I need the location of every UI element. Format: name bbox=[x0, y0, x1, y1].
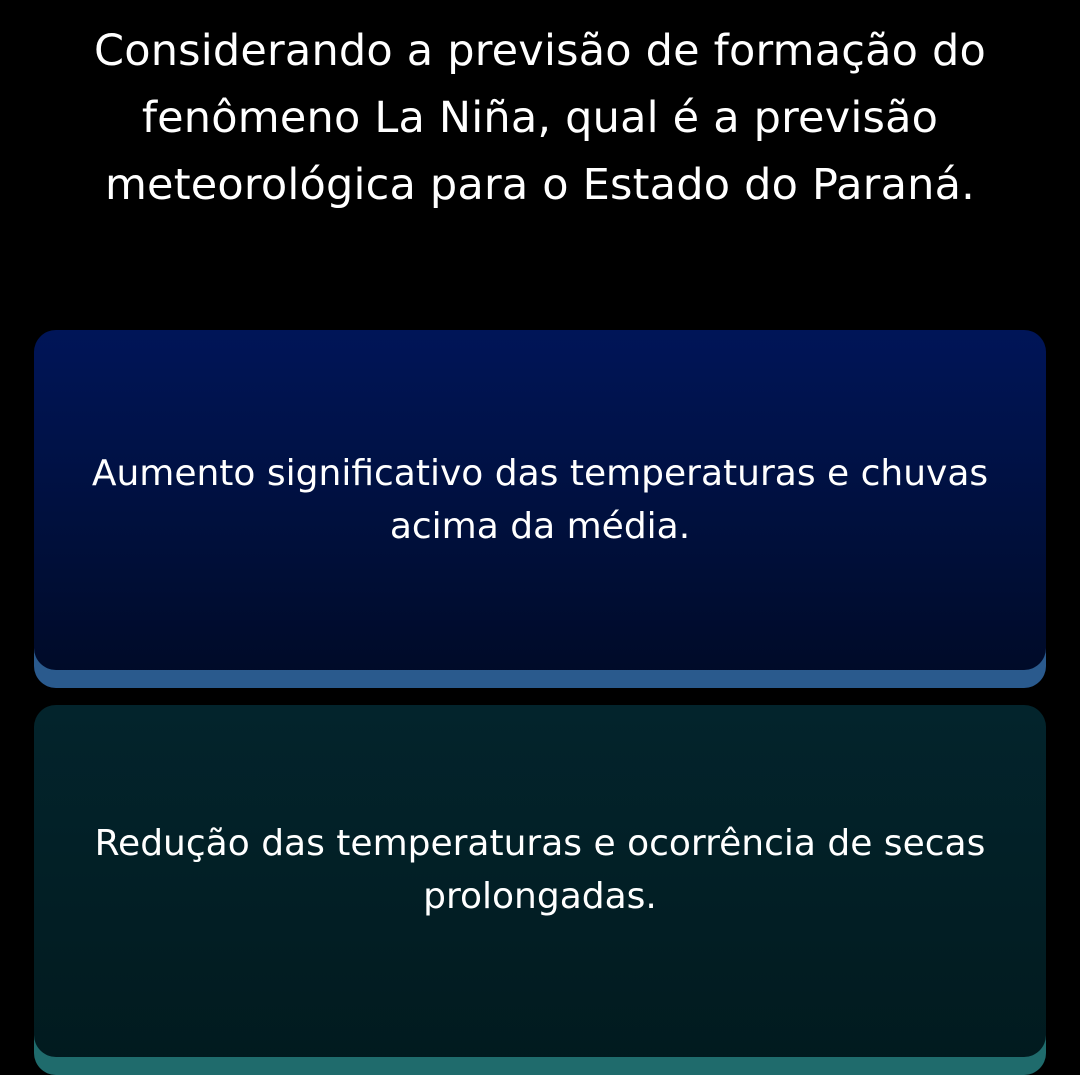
answer-option-a[interactable] bbox=[34, 330, 1046, 688]
answer-option-b[interactable] bbox=[34, 705, 1046, 1075]
answer-option-label: Redução das temperaturas e ocorrência de secas prolongadas. bbox=[94, 823, 986, 917]
question-text: Considerando a previsão de formação do fenômeno La Niña, qual é a previsão meteorológica para o Estado do Paraná. bbox=[93, 26, 987, 210]
answer-option-label: Aumento significativo das temperaturas e chuvas acima da média. bbox=[91, 453, 989, 547]
